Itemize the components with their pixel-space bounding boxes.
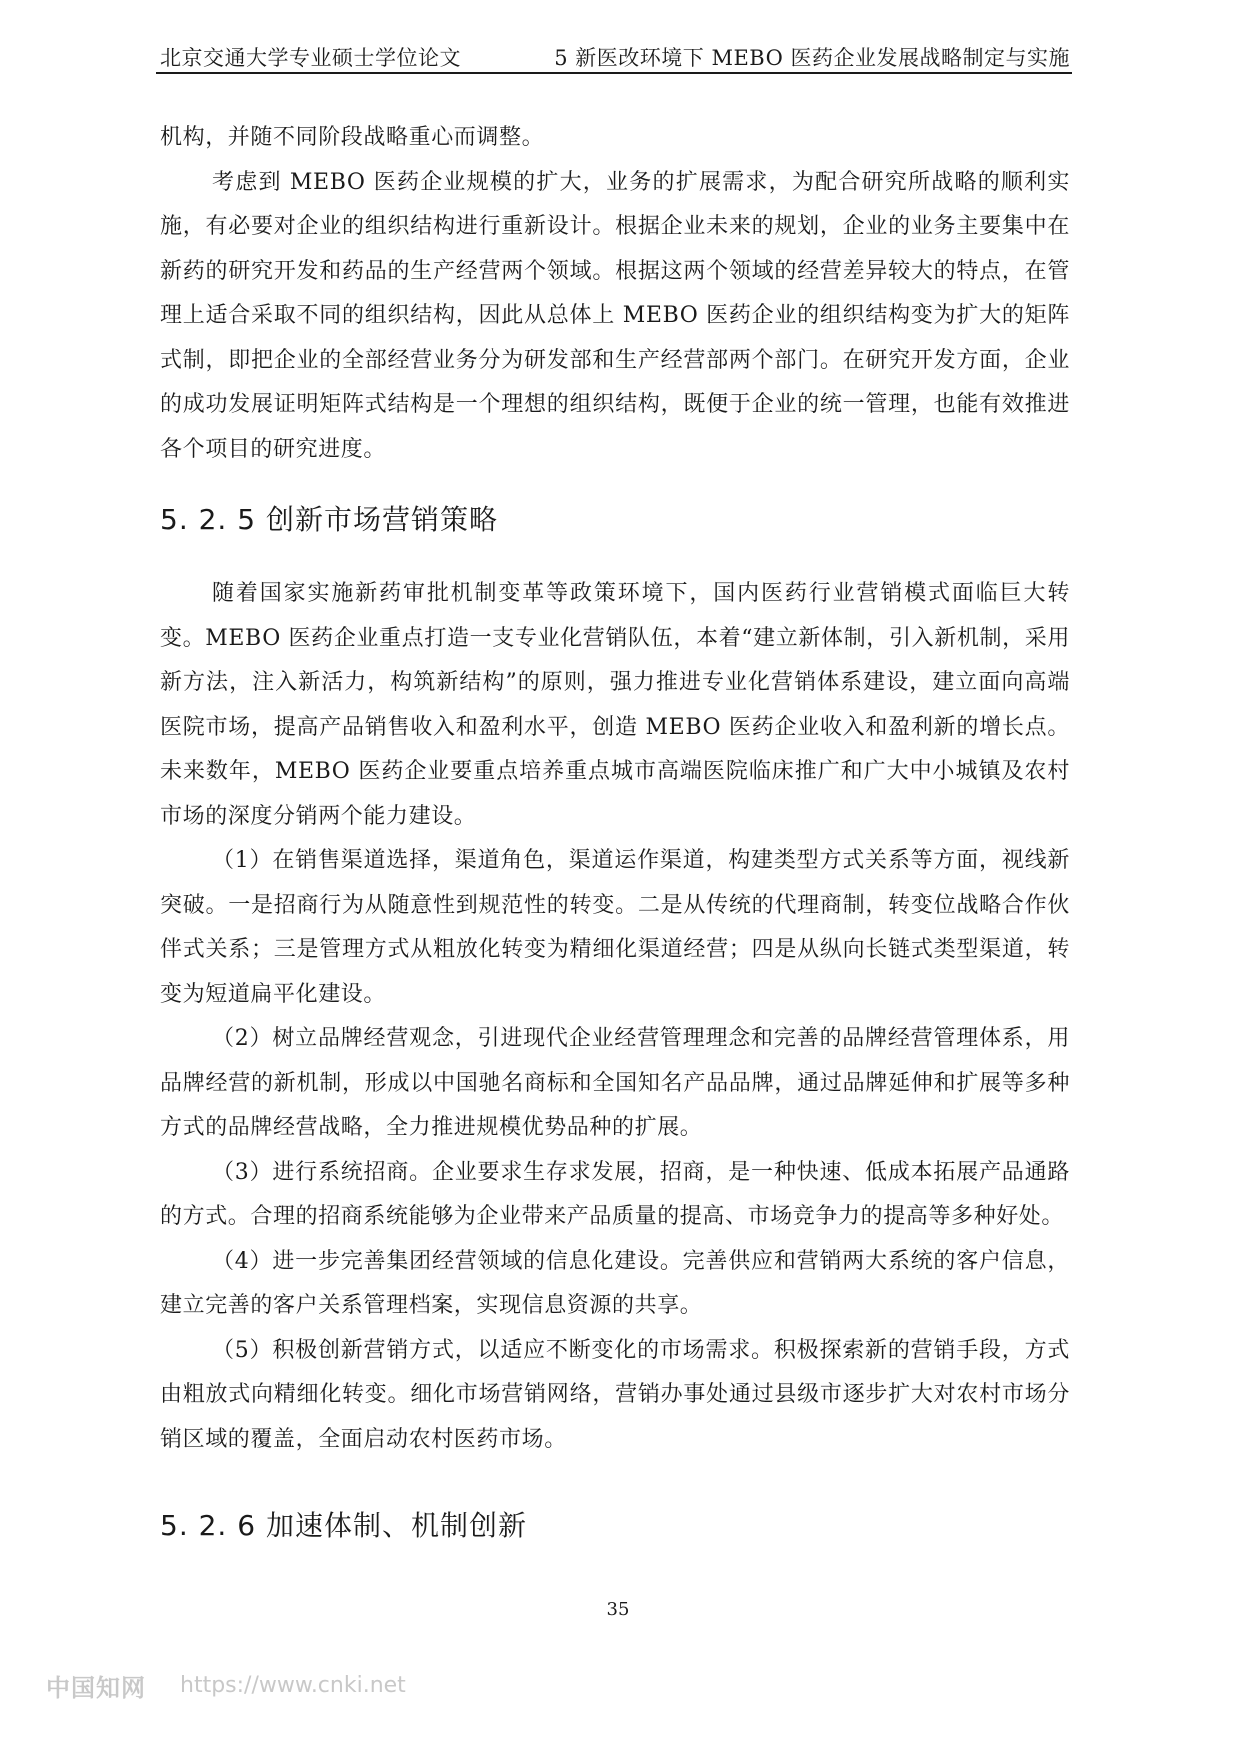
paragraph-item-5: （5）积极创新营销方式，以适应不断变化的市场需求。积极探索新的营销手段，方式由粗放式向精细化转变。细化市场营销网络，营销办事处通过县级市逐步扩大对农村市场分销区域的覆盖，全面启动农村医药市场。 bbox=[160, 1337, 1070, 1452]
paragraph-item-4: （4）进一步完善集团经营领域的信息化建设。完善供应和营销两大系统的客户信息，建立完善的客户关系管理档案，实现信息资源的共享。 bbox=[160, 1248, 1070, 1318]
cnki-url: https://www.cnki.net bbox=[180, 1673, 406, 1698]
cnki-watermark bbox=[46, 1668, 406, 1703]
page-number: 35 bbox=[606, 1599, 630, 1620]
page-body bbox=[160, 116, 1070, 1544]
paragraph-item-2: （2）树立品牌经营观念，引进现代企业经营管理理念和完善的品牌经营管理体系，用品牌经营的新机制，形成以中国驰名商标和全国知名产品品牌，通过品牌延伸和扩展等多种方式的品牌经营战略，全力推进规模优势品种的扩展。 bbox=[160, 1026, 1070, 1140]
paragraph-marketing-intro: 随着国家实施新药审批机制变革等政策环境下，国内医药行业营销模式面临巨大转变。MEBO 医药企业重点打造一支专业化营销队伍，本着“建立新体制，引入新机制，采用新方法，注入新活力，构筑新结构”的原则，强力推进专业化营销体系建设，建立面向高端医院市场，提高产品销售收入和盈利水平，创造 MEBO 医药企业收入和盈利新的增长点。未来数年，MEBO 医药企业要重点培养重点城市高端医院临床推广和广大中小城镇及农村市场的深度分销两个能力建设。 bbox=[160, 581, 1070, 829]
paragraph-org-structure: 考虑到 MEBO 医药企业规模的扩大，业务的扩展需求，为配合研究所战略的顺利实施，有必要对企业的组织结构进行重新设计。根据企业未来的规划，企业的业务主要集中在新药的研究开发和药品的生产经营两个领域。根据这两个领域的经营差异较大的特点，在管理上适合采取不同的组织结构，因此从总体上 MEBO 医药企业的组织结构变为扩大的矩阵式制，即把企业的全部经营业务分为研发部和生产经营部两个部门。在研究开发方面，企业的成功发展证明矩阵式结构是一个理想的组织结构，既便于企业的统一管理，也能有效推进各个项目的研究进度。 bbox=[160, 169, 1070, 462]
paragraph-item-3: （3）进行系统招商。企业要求生存求发展，招商，是一种快速、低成本拓展产品通路的方式。合理的招商系统能够为企业带来产品质量的提高、市场竞争力的提高等多种好处。 bbox=[160, 1159, 1070, 1229]
paragraph-continuation: 机构，并随不同阶段战略重心而调整。 bbox=[160, 125, 545, 150]
running-header bbox=[160, 38, 1070, 72]
header-rule bbox=[156, 72, 1072, 74]
paragraph-item-1: （1）在销售渠道选择，渠道角色，渠道运作渠道，构建类型方式关系等方面，视线新突破。一是招商行为从随意性到规范性的转变。二是从传统的代理商制，转变位战略合作伙伴式关系；三是管理方式从粗放化转变为精细化渠道经营；四是从纵向长链式类型渠道，转变为短道扁平化建设。 bbox=[160, 848, 1070, 1007]
header-chapter-title: 5 新医改环境下 MEBO 医药企业发展战略制定与实施 bbox=[554, 46, 1070, 70]
header-thesis-title: 北京交通大学专业硕士学位论文 bbox=[160, 46, 461, 70]
section-heading-5-2-6: 5. 2. 6 加速体制、机制创新 bbox=[160, 1509, 527, 1542]
cnki-logo: 中国知网 bbox=[46, 1674, 146, 1702]
section-heading-5-2-5: 5. 2. 5 创新市场营销策略 bbox=[160, 503, 498, 536]
